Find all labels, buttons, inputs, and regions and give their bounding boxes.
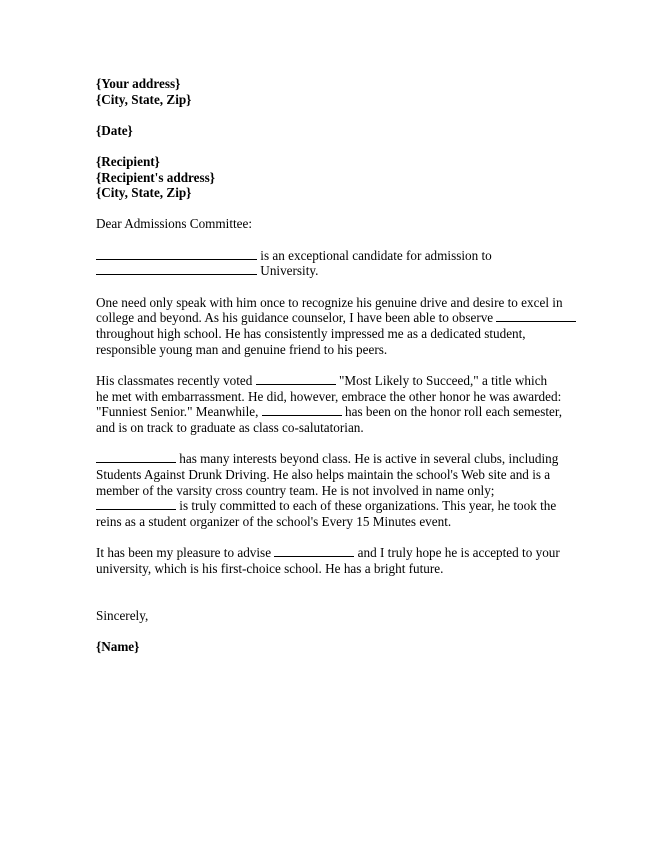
paragraph-3-line-2: he met with embarrassment. He did, however, embrace the other honor he was awarded: — [96, 388, 562, 404]
paragraph-4 — [96, 451, 559, 529]
blank-student-name[interactable] — [96, 498, 176, 510]
blank-student-name[interactable] — [496, 310, 576, 322]
letter-page — [96, 76, 563, 655]
sender-block — [96, 76, 556, 107]
paragraph-3 — [96, 373, 563, 435]
paragraph-5-line-2: university, which is his first-choice school. He has a bright future. — [96, 561, 444, 577]
paragraph-2-line-2: college and beyond. As his guidance counselor, I have been able to observe — [96, 310, 556, 326]
recipient-name: {Recipient} — [96, 153, 160, 169]
recipient-address: {Recipient's address} — [96, 169, 215, 185]
signature-name: {Name} — [96, 639, 140, 655]
paragraph-3-line-4: and is on track to graduate as class co-salutatorian. — [96, 419, 364, 435]
paragraph-4-line-3: member of the varsity cross country team. He is not involved in name only; — [96, 482, 495, 498]
blank-student-name[interactable] — [96, 248, 257, 260]
paragraph-4-line-4: is truly committed to each of these organizations. This year, he took the — [96, 498, 556, 514]
sender-city-state-zip: {City, State, Zip} — [96, 91, 192, 107]
paragraph-5-line-1: It has been my pleasure to advise and I truly hope he is accepted to your — [96, 545, 560, 561]
paragraph-2-line-1: One need only speak with him once to recognize his genuine drive and desire to excel in — [96, 294, 563, 310]
paragraph-2 — [96, 294, 563, 357]
sender-address: {Your address} — [96, 76, 181, 91]
closing: Sincerely, — [96, 608, 149, 624]
blank-student-name[interactable] — [96, 451, 176, 463]
blank-student-name[interactable] — [256, 373, 336, 385]
paragraph-5 — [96, 545, 560, 577]
paragraph-1-line-1: is an exceptional candidate for admission to — [96, 248, 556, 264]
paragraph-1 — [96, 248, 556, 279]
paragraph-4-line-2: Students Against Drunk Driving. He also helps maintain the school's Web site and is a — [96, 467, 551, 483]
paragraph-2-line-3: throughout high school. He has consistently impressed me as a dedicated student, — [96, 325, 526, 341]
blank-student-name[interactable] — [274, 545, 354, 557]
paragraph-3-line-3: "Funniest Senior." Meanwhile, has been on the honor roll each semester, — [96, 404, 563, 420]
recipient-block — [96, 154, 556, 201]
recipient-city-state-zip: {City, State, Zip} — [96, 185, 192, 201]
paragraph-4-line-5: reins as a student organizer of the school's Every 15 Minutes event. — [96, 513, 452, 529]
paragraph-4-line-1: has many interests beyond class. He is active in several clubs, including — [96, 451, 556, 467]
salutation: Dear Admissions Committee: — [96, 216, 253, 232]
date-line: {Date} — [96, 122, 133, 138]
paragraph-2-line-4: responsible young man and genuine friend to his peers. — [96, 341, 388, 357]
blank-student-name[interactable] — [262, 404, 342, 416]
paragraph-1-line-2: University. — [96, 263, 556, 279]
blank-university-name[interactable] — [96, 263, 257, 275]
paragraph-3-line-1: His classmates recently voted "Most Likely to Succeed," a title which — [96, 373, 548, 389]
